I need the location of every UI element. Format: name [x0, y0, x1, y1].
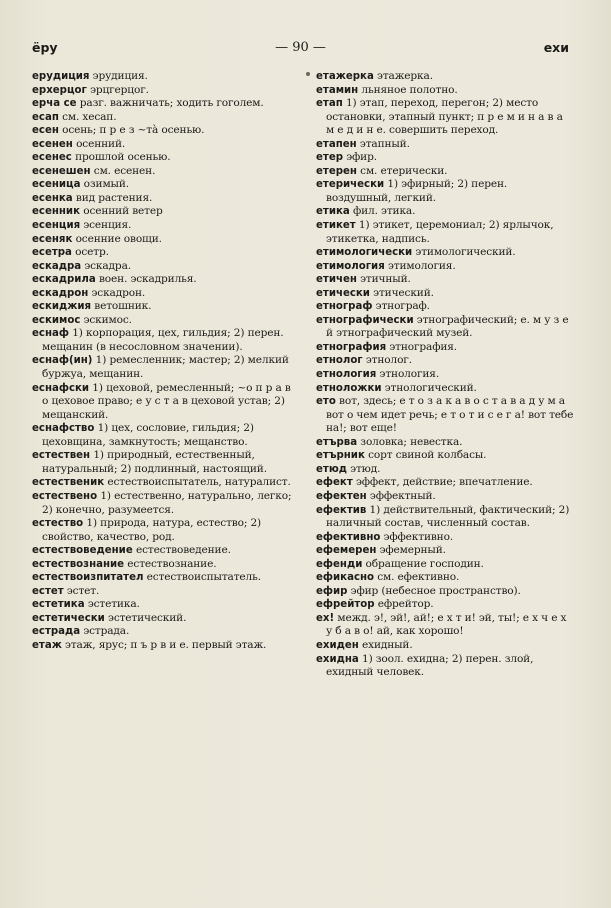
entry-headword: еснафски — [32, 382, 90, 394]
entry-definition: золовка; невестка. — [357, 435, 463, 448]
dictionary-entry — [32, 449, 294, 476]
dictionary-entry — [32, 287, 294, 301]
dictionary-entry — [32, 165, 294, 179]
entry-definition: сорт свиной колбасы. — [364, 449, 487, 462]
dictionary-entry — [316, 571, 574, 585]
entry-definition: 1) этап, переход, перегон; 2) место остановки, этапный пункт; п р е м и н а в а м е д и н е. совершить переход. — [326, 97, 563, 137]
entry-definition: этический. — [369, 286, 434, 299]
dictionary-entry — [32, 382, 294, 423]
dictionary-entry — [32, 300, 294, 314]
entry-definition: осень; п р е з ~тà осенью. — [58, 124, 205, 137]
entry-definition: см. есенен. — [90, 164, 156, 177]
entry-headword: ескадрила — [32, 274, 96, 286]
entry-headword: етнограф — [316, 301, 373, 313]
entry-definition: эрудиция. — [89, 70, 148, 82]
entry-headword: есен — [32, 125, 59, 137]
entry-headword: есенка — [32, 192, 73, 204]
entry-definition: этнология. — [376, 368, 440, 381]
entry-definition: ефрейтор. — [374, 598, 434, 611]
dictionary-entry — [316, 287, 574, 301]
entry-headword: ефрейтор — [316, 599, 375, 611]
entry-definition: эфир (небесное пространство). — [347, 584, 521, 597]
entry-definition: 1) естественно, натурально, легко; 2) конечно, разумеется. — [42, 489, 292, 516]
entry-headword: есенешен — [32, 165, 91, 177]
entry-headword: етически — [316, 287, 370, 299]
entry-headword: ефектен — [316, 490, 367, 502]
dictionary-entry — [32, 517, 294, 544]
dictionary-entry — [316, 300, 574, 314]
dictionary-entry — [32, 639, 294, 653]
entry-headword: ехидна — [316, 653, 359, 665]
entry-definition: этнограф. — [372, 300, 430, 313]
entry-definition: эсенция. — [80, 219, 132, 232]
entry-definition: 1) действительный, фактический; 2) наличный состав, численный состав. — [326, 503, 570, 530]
dictionary-entry — [32, 354, 294, 381]
entry-definition: ехидный. — [358, 638, 413, 651]
entry-headword: етажерка — [316, 71, 374, 82]
entry-definition: эстет. — [63, 584, 100, 597]
entry-definition: эффект, действие; впечатление. — [352, 476, 533, 489]
entry-headword: ехиден — [316, 639, 359, 651]
dictionary-entry — [316, 476, 574, 490]
entry-headword: ерхерцог — [32, 84, 87, 96]
dictionary-entry — [32, 598, 294, 612]
dictionary-entry — [32, 585, 294, 599]
entry-definition: эстетический. — [104, 611, 187, 624]
entry-definition: 1) природный, естественный, натуральный; 2) подлинный, настоящий. — [42, 449, 267, 475]
entry-definition: 1) корпорация, цех, гильдия; 2) перен. мещанин (в несословном значении). — [42, 327, 284, 353]
entry-headword: ерудиция — [32, 71, 90, 82]
dictionary-entry — [32, 571, 294, 585]
entry-definition: эстетика. — [84, 598, 140, 611]
entry-definition: эфемерный. — [376, 544, 446, 557]
entry-headword: ефемерен — [316, 545, 377, 557]
entry-headword: ето — [316, 396, 336, 408]
dictionary-entry — [316, 70, 574, 84]
dictionary-entry — [316, 246, 574, 260]
entry-headword: ефир — [316, 585, 348, 597]
dictionary-entry — [316, 165, 574, 179]
entry-definition: эстрада. — [80, 625, 130, 638]
dictionary-entry — [316, 531, 574, 545]
entry-definition: см. ефективно. — [374, 571, 460, 584]
entry-headword: етнолог — [316, 355, 363, 367]
entry-definition: эрцгерцог. — [86, 83, 149, 96]
entry-headword: ескадрон — [32, 287, 89, 299]
entry-definition: этнологический. — [381, 381, 477, 394]
entry-headword: есетра — [32, 247, 72, 259]
dictionary-entry — [316, 314, 574, 341]
left-column — [32, 70, 294, 653]
dictionary-entry — [316, 341, 574, 355]
dictionary-entry — [316, 205, 574, 219]
entry-headword: естествоизпитател — [32, 572, 144, 584]
entry-headword: етерически — [316, 179, 385, 191]
entry-headword: ескиджия — [32, 301, 92, 313]
entry-headword: етапен — [316, 138, 357, 150]
entry-headword: ефектив — [316, 504, 367, 516]
entry-definition: прошлой осенью. — [71, 151, 171, 164]
page-number: — 90 — — [275, 40, 326, 55]
entry-definition: эфир. — [343, 151, 377, 164]
entry-definition: 1) эфирный; 2) перен. воздушный, легкий. — [326, 178, 508, 204]
entry-definition: этнография. — [386, 340, 457, 353]
entry-headword: естество — [32, 518, 84, 530]
entry-headword: естрада — [32, 626, 81, 638]
dictionary-entry — [316, 463, 574, 477]
dictionary-entry — [316, 97, 574, 138]
entry-headword: есеница — [32, 179, 81, 191]
entry-headword: естественик — [32, 477, 105, 489]
dictionary-entry — [32, 111, 294, 125]
entry-definition: эффективно. — [380, 530, 454, 543]
entry-headword: етърва — [316, 436, 358, 448]
entry-headword: етамин — [316, 84, 359, 96]
entry-headword: ефенди — [316, 558, 363, 570]
entry-headword: есенес — [32, 152, 72, 164]
dictionary-entry — [32, 219, 294, 233]
entry-headword: естетика — [32, 599, 85, 611]
dictionary-entry — [32, 192, 294, 206]
entry-headword: естет — [32, 585, 64, 597]
entry-definition: этаж, ярус; п ъ р в и е. первый этаж. — [61, 638, 267, 651]
entry-headword: етерен — [316, 165, 357, 177]
entry-definition: эскадрон. — [88, 286, 146, 299]
entry-headword: ефективно — [316, 531, 381, 543]
entry-definition: этапный. — [356, 137, 410, 150]
dictionary-entry — [32, 205, 294, 219]
entry-definition: этнолог. — [362, 354, 412, 367]
dictionary-entry — [32, 97, 294, 111]
dictionary-entry — [316, 544, 574, 558]
entry-headword: етноложки — [316, 382, 382, 394]
entry-headword: ефикасно — [316, 572, 375, 584]
header-left-guideword: ёру — [32, 40, 58, 55]
entry-definition: естествоведение. — [132, 544, 231, 557]
entry-headword: ескимос — [32, 314, 81, 326]
dictionary-entry — [316, 219, 574, 246]
entry-headword: ескадра — [32, 260, 82, 272]
dictionary-entry — [316, 598, 574, 612]
entry-definition: этажерка. — [373, 70, 433, 82]
entry-definition: ветошник. — [91, 300, 152, 313]
dictionary-entry — [32, 178, 294, 192]
entry-definition: эскадра. — [81, 259, 131, 272]
entry-definition: 1) этикет, церемониал; 2) ярлычок, этикетка, надпись. — [326, 219, 554, 245]
dictionary-entry — [316, 395, 574, 436]
dictionary-entry — [316, 260, 574, 274]
dictionary-entry — [316, 151, 574, 165]
entry-definition: этюд. — [346, 462, 381, 475]
dictionary-entry — [316, 558, 574, 572]
dictionary-entry — [32, 246, 294, 260]
dictionary-entry — [316, 354, 574, 368]
dictionary-entry — [316, 84, 574, 98]
dictionary-entry — [32, 84, 294, 98]
dictionary-entry — [316, 368, 574, 382]
entry-definition: 1) цех, сословие, гильдия; 2) цеховщина, замкнутость; мещанство. — [42, 422, 254, 448]
entry-headword: естествено — [32, 490, 98, 502]
entry-definition: осенний. — [72, 137, 126, 150]
entry-headword: ех! — [316, 612, 335, 624]
dictionary-entry — [316, 612, 574, 639]
entry-headword: етаж — [32, 639, 62, 651]
entry-definition: этичный. — [356, 273, 411, 286]
dictionary-entry — [32, 558, 294, 572]
entry-definition: этимологический. — [412, 246, 516, 259]
entry-definition: естествознание. — [124, 557, 217, 570]
entry-headword: еснаф — [32, 328, 69, 340]
dictionary-entry — [32, 70, 294, 84]
entry-headword: етимология — [316, 260, 385, 272]
entry-headword: етичен — [316, 274, 357, 286]
entry-definition: естествоиспытатель, натуралист. — [104, 476, 291, 489]
entry-definition: воен. эскадрилья. — [95, 273, 197, 286]
dictionary-entry — [316, 639, 574, 653]
entry-headword: естествен — [32, 450, 91, 462]
dictionary-entry — [316, 382, 574, 396]
margin-dot — [306, 72, 310, 76]
dictionary-entry — [316, 653, 574, 680]
entry-headword: естетически — [32, 612, 105, 624]
dictionary-entry — [32, 422, 294, 449]
entry-definition: озимый. — [80, 178, 129, 191]
dictionary-entry — [32, 233, 294, 247]
entry-headword: етюд — [316, 463, 347, 475]
entry-definition: 1) ремесленник; мастер; 2) мелкий буржуа, мещанин. — [42, 354, 289, 381]
entry-headword: етърник — [316, 450, 365, 462]
dictionary-entry — [316, 490, 574, 504]
entry-headword: есенник — [32, 206, 80, 218]
entry-definition: межд. э!, эй!, ай!; е х т и! эй, ты!; е х ч е х у б а в о! ай, как хорошо! — [326, 611, 567, 638]
dictionary-entry — [32, 314, 294, 328]
entry-definition: разг. важничать; ходить гоголем. — [76, 97, 264, 110]
right-column — [316, 70, 574, 680]
entry-headword: есенция — [32, 220, 81, 232]
entry-headword: етимологически — [316, 247, 413, 259]
entry-headword: есап — [32, 111, 59, 123]
dictionary-entry — [32, 612, 294, 626]
dictionary-entry — [316, 138, 574, 152]
entry-definition: вид растения. — [72, 191, 153, 204]
entry-definition: см. хесап. — [58, 110, 117, 123]
entry-definition: эффектный. — [366, 489, 436, 502]
entry-headword: естествознание — [32, 558, 125, 570]
entry-definition: см. етерически. — [356, 164, 448, 177]
dictionary-entry — [32, 138, 294, 152]
entry-definition: 1) зоол. ехидна; 2) перен. злой, ехидный человек. — [326, 652, 534, 679]
entry-definition: 1) природа, натура, естество; 2) свойство, качество, род. — [42, 517, 262, 543]
dictionary-entry — [32, 273, 294, 287]
entry-definition: вот, здесь; е т о з а к а в о с т а в а д у м а вот о чем идет речь; е т о т и с е г а! вот тебе на!; вот еще! — [326, 395, 574, 435]
entry-headword: еснафство — [32, 423, 95, 435]
entry-headword: ефект — [316, 477, 353, 489]
dictionary-entry — [32, 490, 294, 517]
entry-headword: етнография — [316, 341, 387, 353]
entry-headword: етер — [316, 152, 344, 164]
dictionary-entry — [316, 585, 574, 599]
entry-definition: льняное полотно. — [358, 83, 458, 96]
dictionary-entry — [316, 436, 574, 450]
entry-headword: еснаф(ин) — [32, 355, 93, 367]
entry-definition: 1) цеховой, ремесленный; ~о п р а в о цеховое право; е у с т а в цеховой устав; 2) мещанский. — [42, 381, 291, 421]
entry-headword: етика — [316, 206, 350, 218]
dictionary-entry — [32, 260, 294, 274]
dictionary-entry — [316, 449, 574, 463]
entry-definition: естествоиспытатель. — [143, 571, 261, 584]
entry-definition: обращение господин. — [362, 557, 484, 570]
dictionary-entry — [32, 124, 294, 138]
entry-definition: эскимос. — [80, 313, 132, 326]
page-header — [32, 40, 569, 58]
entry-headword: етнографически — [316, 314, 414, 326]
entry-headword: етнология — [316, 369, 377, 381]
entry-headword: етикет — [316, 220, 356, 232]
dictionary-entry — [316, 178, 574, 205]
dictionary-entry — [32, 476, 294, 490]
entry-headword: есеняк — [32, 233, 73, 245]
entry-definition: осетр. — [71, 246, 109, 259]
entry-definition: этимология. — [384, 259, 456, 272]
dictionary-entry — [32, 544, 294, 558]
dictionary-entry — [32, 327, 294, 354]
dictionary-entry — [316, 504, 574, 531]
entry-definition: фил. этика. — [349, 205, 416, 218]
entry-definition: осенний ветер — [80, 205, 163, 218]
entry-headword: естествоведение — [32, 545, 133, 557]
entry-definition: этнографический; е. м у з е й этнографический музей. — [326, 313, 569, 340]
dictionary-entry — [316, 273, 574, 287]
header-right-guideword: ехи — [543, 40, 569, 55]
entry-headword: етап — [316, 98, 343, 110]
entry-headword: есенен — [32, 138, 73, 150]
entry-definition: осенние овощи. — [72, 232, 162, 245]
dictionary-entry — [32, 625, 294, 639]
entry-headword: ерча се — [32, 98, 77, 110]
dictionary-entry — [32, 151, 294, 165]
